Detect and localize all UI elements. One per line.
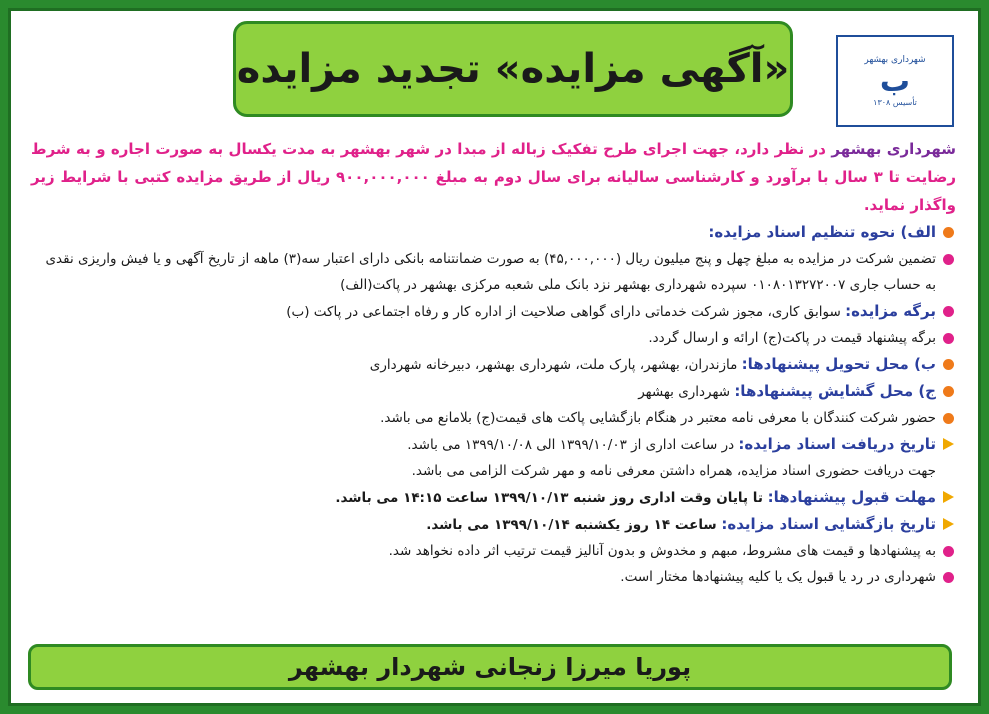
logo-mark: ب <box>879 64 911 99</box>
section-a-heading: الف) نحوه تنظیم اسناد مزایده: <box>31 219 956 246</box>
intro-lead: شهرداری بهشهر <box>831 140 956 158</box>
municipality-logo <box>836 35 954 127</box>
logo-top-text: شهرداری بهشهر <box>864 55 926 65</box>
bullet-icon <box>943 386 954 397</box>
triangle-bullet-icon <box>943 438 954 450</box>
delivery-place-item: ب) محل تحویل پیشنهادها: مازندران، بهشهر، پارک ملت، شهرداری بهشهر، دبیرخانه شهرداری <box>31 351 956 378</box>
bullet-icon <box>943 306 954 317</box>
deadline-item: مهلت قبول پیشنهادها: تا پایان وقت اداری روز شنبه ۱۳۹۹/۱۰/۱۳ ساعت ۱۴:۱۵ می باشد. <box>31 484 956 511</box>
in-person-item: جهت دریافت حضوری اسناد مزایده، همراه داشتن معرفی نامه و مهر شرکت الزامی می باشد. <box>411 463 936 479</box>
logo-bottom-text: تأسیس ۱۳۰۸ <box>873 98 917 107</box>
notice-title: «آگهی مزایده» تجدید مزایده <box>236 46 790 92</box>
opening-place-item: ج) محل گشایش پیشنهادها: شهرداری بهشهر <box>31 378 956 405</box>
triangle-bullet-icon <box>943 491 954 503</box>
conditional-item: به پیشنهادها و قیمت های مشروط، مبهم و مخدوش و بدون آنالیز قیمت ترتیب اثر داده نخواهد شد. <box>31 538 956 564</box>
bullet-icon <box>943 227 954 238</box>
notice-frame <box>8 8 981 706</box>
bid-sheet-item: برگه مزایده: سوابق کاری، مجوز شرکت خدماتی دارای گواهی صلاحیت از اداره کار و رفاه اجتماعی در پاکت (ب) <box>31 298 956 325</box>
signature-banner <box>28 644 952 690</box>
discretion-item: شهرداری در رد یا قبول یک یا کلیه پیشنهادها مختار است. <box>31 564 956 590</box>
title-banner <box>233 21 793 117</box>
mayor-signature: پوریا میرزا زنجانی شهردار بهشهر <box>288 653 692 681</box>
price-sheet-item: برگه پیشنهاد قیمت در پاکت(ج) ارائه و ارسال گردد. <box>31 325 956 351</box>
guarantee-item: تضمین شرکت در مزایده به مبلغ چهل و پنج میلیون ریال (۴۵,۰۰۰,۰۰۰) به صورت ضمانتنامه بانکی دارای اعتبار سه(۳) ماهه از تاریخ آگهی و یا فیش واریزی نقدی به حساب جاری ۰۱۰۸۰۱۳۲۷۲۰۰۷ سپرده شهرداری بهشهر نزد بانک ملی شعبه مرکزی بهشهر در پاکت(الف) <box>31 246 956 298</box>
bullet-icon <box>943 413 954 424</box>
bullet-icon <box>943 359 954 370</box>
opening-date-item: تاریخ بازگشایی اسناد مزایده: ساعت ۱۴ روز یکشنبه ۱۳۹۹/۱۰/۱۴ می باشد. <box>31 511 956 538</box>
intro-text: در نظر دارد، جهت اجرای طرح تفکیک زباله از مبدا در شهر بهشهر به مدت یکسال به صورت اجاره و به شرط رضایت تا ۳ سال با برآورد و کارشناسی سالیانه برای سال دوم به مبلغ ۹۰۰,۰۰۰,۰۰۰ ریال از طریق مزایده کتبی با شرایط زیر واگذار نماید. <box>31 140 957 214</box>
receive-date-item: تاریخ دریافت اسناد مزایده: در ساعت اداری از ۱۳۹۹/۱۰/۰۳ الی ۱۳۹۹/۱۰/۰۸ می باشد. <box>31 431 956 458</box>
bullet-icon <box>943 333 954 344</box>
attendance-item: حضور شرکت کنندگان با معرفی نامه معتبر در هنگام بازگشایی پاکت های قیمت(ج) بلامانع می باشد. <box>31 405 956 431</box>
triangle-bullet-icon <box>943 518 954 530</box>
bullet-icon <box>943 254 954 265</box>
notice-body <box>31 135 956 590</box>
bullet-icon <box>943 572 954 583</box>
bullet-icon <box>943 546 954 557</box>
intro-paragraph <box>31 135 956 219</box>
